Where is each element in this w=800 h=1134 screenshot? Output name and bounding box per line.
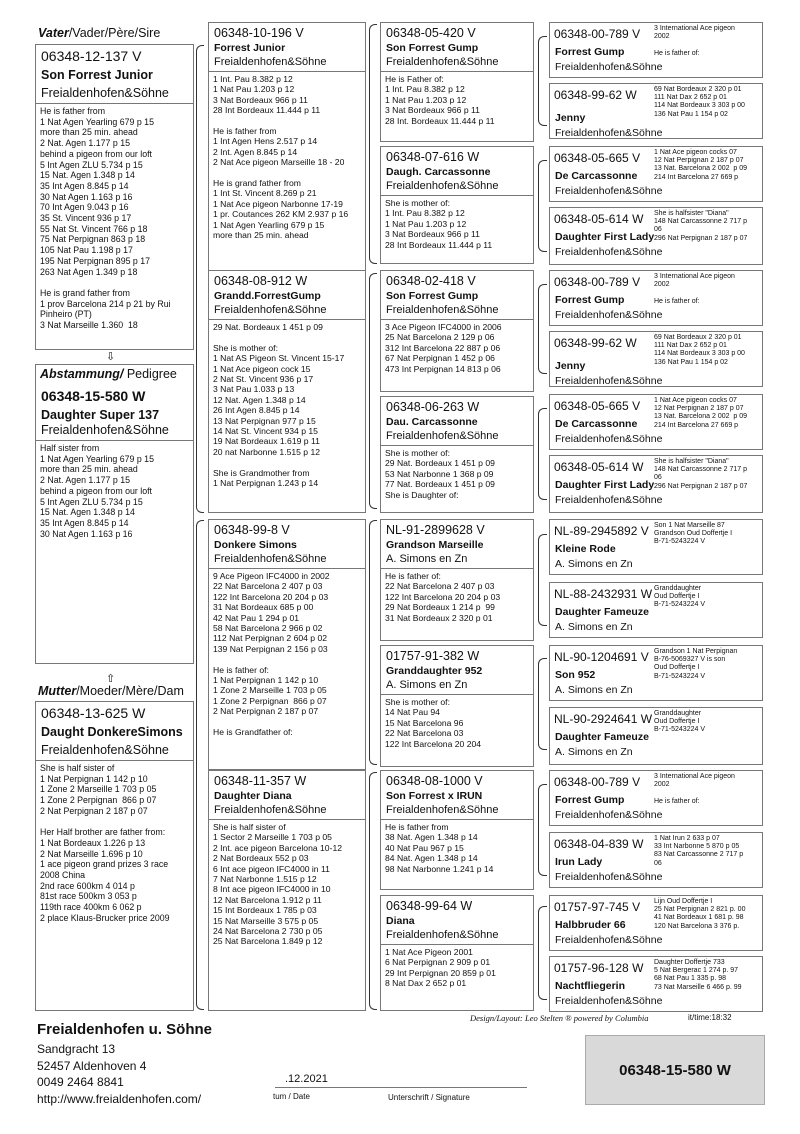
gen4-name: Forrest Gump	[555, 294, 625, 306]
gen4-card-16	[549, 956, 763, 1012]
gen3-ring: 06348-99-64 W	[386, 899, 473, 913]
gen3-loft: Freialdenhofen&Söhne	[386, 304, 499, 316]
gen4-note: Granddaughter Oud Doffertje I B-71-5243224 V	[654, 710, 705, 734]
gen3-name: Son Forrest x IRUN	[386, 790, 483, 802]
gen4-name: Jenny	[555, 112, 586, 124]
gen4-card-9	[549, 519, 763, 575]
gen4-name: Daughter First Lady	[555, 231, 655, 243]
date-label: tum / Date	[273, 1092, 310, 1101]
gen4-name: De Carcassonne	[555, 418, 638, 430]
gen3-2-bracket	[538, 160, 547, 252]
gen4-note: 1 Nat Irun 2 633 p 07 33 Int Narbonne 5 870 p 05 83 Nat Carcassonne 2 717 p 06	[654, 835, 744, 867]
dam-label: Mutter/Moeder/Mère/Dam	[38, 684, 184, 698]
gen3-text: He is Father of: 1 Int. Pau 8.382 p 12 1 Nat Pau 1.203 p 12 3 Nat Bordeaux 966 p 11 28 Int. Bordeaux 11.444 p 11	[385, 74, 495, 126]
gen4-name: Irun Lady	[555, 856, 603, 868]
gen3-name: Daugh. Carcassonne	[386, 166, 491, 178]
gen4-loft: A. Simons en Zn	[555, 621, 633, 633]
dam-name: Daught DonkereSimons	[41, 725, 183, 739]
gen4-loft: Freialdenhofen&Söhne	[555, 185, 663, 197]
address-phone: 0049 2464 8841	[37, 1075, 124, 1089]
gen2-2-bracket	[369, 273, 377, 509]
gen2-3-bracket	[369, 520, 377, 765]
gen4-loft: Freialdenhofen&Söhne	[555, 995, 663, 1007]
gen4-name: Halbbruder 66	[555, 919, 626, 931]
gen3-text: He is father of: 22 Nat Barcelona 2 407 p 03 122 Int Barcelona 20 204 p 03 29 Nat Bordeaux 1 214 p 99 31 Nat Bordeaux 2 320 p 01	[385, 571, 501, 623]
gen4-ring: 06348-00-789 V	[554, 275, 641, 289]
gen4-card-7	[549, 394, 763, 450]
gen3-name: Son Forrest Gump	[386, 42, 479, 54]
gen4-loft: Freialdenhofen&Söhne	[555, 246, 663, 258]
gen3-8-bracket	[538, 906, 547, 1000]
gen4-card-4	[549, 207, 763, 265]
gen2-card-1	[208, 22, 366, 292]
gen4-name: Daughter Fameuze	[555, 731, 649, 743]
gen3-text: She is mother of: 29 Nat. Bordeaux 1 451 p 09 53 Nat Narbonne 1 368 p 09 77 Nat. Bordeaux 1 451 p 09 She is Daughter of:	[385, 448, 495, 500]
signature-line	[275, 1087, 527, 1088]
gen4-note: 3 International Ace pigeon 2002 He is father of:	[654, 273, 735, 305]
date-value: .12.2021	[285, 1073, 328, 1085]
gen3-ring: 06348-02-418 V	[386, 274, 476, 288]
subject-text: Half sister from 1 Nat Agen Yearling 679 p 15 more than 25 min. ahead 2 Nat. Agen 1.177 p 15 behind a pigeon from our loft 5 Int Agen ZLU 5.734 p 15 15 Nat. Agen 1.348 p 14 35 Int Agen 8.845 p 14 30 Nat Agen 1.163 p 16	[40, 443, 154, 539]
gen4-note: 69 Nat Bordeaux 2 320 p 01 111 Nat Dax 2 652 p 01 114 Nat Bordeaux 3 303 p 00 136 Nat Pau 1 154 p 02	[654, 86, 745, 118]
gen2-text: 1 Int. Pau 8.382 p 12 1 Nat Pau 1.203 p 12 3 Nat Bordeaux 966 p 11 28 Int Bordeaux 11.444 p 11 He is father from 1 Int Agen Hens 2.517 p 14 2 Int. Agen 8.845 p 14 2 Nat Ace pigeon Marseille 18 - 20 He is grand father from 1 Int St. Vincent 8.269 p 21 1 Nat Ace pigeon Narbonne 17-19 1 pr. Coutances 262 KM 2.937 p 16 1 Nat Agen Yearling 679 p 15 more than 25 min. ahead	[213, 74, 349, 241]
company-name: Freialdenhofen u. Söhne	[37, 1021, 213, 1038]
gen3-text: 3 Ace Pigeon IFC4000 in 2006 25 Nat Barcelona 2 129 p 06 312 Int Barcelona 22 887 p 06 67 Nat Perpignan 1 452 p 06 473 Int Perpignan 14 813 p 06	[385, 322, 502, 374]
dam-card	[35, 701, 194, 1011]
gen2-text: She is half sister of 1 Sector 2 Marseille 1 703 p 05 2 Int. ace pigeon Barcelona 10-12 2 Nat Bordeaux 552 p 03 6 Int ace pigeon IFC4000 in 11 7 Nat Narbonne 1.515 p 12 8 Int ace pigeon IFC4000 in 10 12 Nat Barcelona 1.912 p 11 15 Int Bordeaux 1 785 p 03 15 Nat Marseille 3 575 p 05 24 Nat Barcelona 2 730 p 05 25 Nat Barcelona 1.849 p 12	[213, 822, 342, 947]
gen4-loft: A. Simons en Zn	[555, 746, 633, 758]
design-credit: Design/Layout: Leo Stelten ® powered by Columbia	[470, 1013, 649, 1023]
gen4-name: Son 952	[555, 669, 596, 681]
gen4-ring: 06348-00-789 V	[554, 775, 641, 789]
gen4-ring: NL-90-1204691 V	[554, 650, 649, 664]
ring-number-value: 06348-15-580 W	[619, 1061, 731, 1079]
gen4-name: Forrest Gump	[555, 46, 625, 58]
gen4-note: Granddaughter Oud Doffertje I B-71-5243224 V	[654, 585, 705, 609]
gen4-card-13	[549, 770, 763, 826]
gen3-card-5	[380, 519, 534, 641]
gen4-loft: A. Simons en Zn	[555, 558, 633, 570]
subject-ring: 06348-15-580 W	[41, 388, 146, 404]
gen4-note: 3 International Ace pigeon 2002 He is father of:	[654, 25, 735, 57]
gen2-ring: 06348-08-912 W	[214, 274, 308, 288]
gen2-ring: 06348-10-196 V	[214, 26, 304, 40]
gen4-name: Daughter First Lady	[555, 479, 655, 491]
gen4-ring: 06348-05-614 W	[554, 460, 644, 474]
gen4-name: De Carcassonne	[555, 170, 638, 182]
gen3-card-7	[380, 770, 534, 890]
gen3-card-6	[380, 645, 534, 767]
gen4-loft: Freialdenhofen&Söhne	[555, 309, 663, 321]
gen2-1-bracket	[369, 24, 377, 264]
gen4-note: 3 International Ace pigeon 2002 He is father of:	[654, 773, 735, 805]
gen4-name: Kleine Rode	[555, 543, 616, 555]
gen3-4-bracket	[538, 408, 547, 500]
arrow-up-icon: ⇧	[106, 673, 116, 685]
gen3-ring: 01757-91-382 W	[386, 649, 480, 663]
sire-loft: Freialdenhofen&Söhne	[41, 86, 169, 100]
gen2-text: 29 Nat. Bordeaux 1 451 p 09 She is mother of: 1 Nat AS Pigeon St. Vincent 15-17 1 Nat Ace pigeon cock 15 2 Nat St. Vincent 936 p 17 3 Nat Pau 1.033 p 13 12 Nat. Agen 1.348 p 14 26 Int Agen 8.845 p 14 13 Nat Perpignan 977 p 15 14 Nat St. Vincent 934 p 15 19 Nat Bordeaux 1.619 p 11 20 nat Narbonne 1.515 p 12 She is Grandmother from 1 Nat Perpignan 1.243 p 14	[213, 322, 345, 489]
subject-loft: Freialdenhofen&Söhne	[41, 423, 169, 437]
gen4-note: Grandson 1 Nat Perpignan B-76-5069327 V is son Oud Doffertje I B-71-5243224 V	[654, 648, 738, 680]
gen2-loft: Freialdenhofen&Söhne	[214, 56, 327, 68]
gen4-card-10	[549, 582, 763, 638]
gen4-ring: 06348-99-62 W	[554, 336, 637, 350]
gen3-name: Dau. Carcassonne	[386, 416, 478, 428]
gen4-ring: 01757-97-745 V	[554, 900, 641, 914]
gen3-name: Son Forrest Gump	[386, 290, 479, 302]
gen4-card-3	[549, 146, 763, 202]
gen3-ring: 06348-08-1000 V	[386, 774, 483, 788]
gen3-ring: 06348-07-616 W	[386, 150, 480, 164]
website-link[interactable]: http://www.freialdenhofen.com/	[37, 1091, 202, 1106]
gen4-ring: 06348-05-665 V	[554, 151, 641, 165]
gen4-card-8	[549, 455, 763, 513]
gen4-ring: 06348-00-789 V	[554, 27, 641, 41]
gen4-note: 1 Nat Ace pigeon cocks 07 12 Nat Perpignan 2 187 p 07 13 Nat. Barcelona 2 002 p 09 214 Int Barcelona 27 669 p	[654, 149, 748, 181]
gen3-6-bracket	[538, 658, 547, 750]
gen4-loft: A. Simons en Zn	[555, 684, 633, 696]
gen4-loft: Freialdenhofen&Söhne	[555, 934, 663, 946]
dam-parent-bracket	[196, 520, 204, 1010]
address-city: 52457 Aldenhoven 4	[37, 1058, 147, 1073]
gen3-7-bracket	[538, 784, 547, 876]
gen3-loft: Freialdenhofen&Söhne	[386, 430, 499, 442]
gen4-card-1	[549, 22, 763, 78]
gen3-loft: Freialdenhofen&Söhne	[386, 56, 499, 68]
gen4-ring: NL-90-2924641 W	[554, 712, 653, 726]
gen4-card-14	[549, 832, 763, 888]
gen3-text: He is father from 38 Nat. Agen 1.348 p 14 40 Nat Pau 967 p 15 84 Nat. Agen 1.348 p 14 98 Nat Narbonne 1.241 p 14	[385, 822, 494, 874]
gen3-ring: 06348-05-420 V	[386, 26, 476, 40]
gen4-card-5	[549, 270, 763, 326]
gen3-card-2	[380, 146, 534, 264]
arrow-down-icon: ⇩	[106, 351, 116, 363]
gen4-card-11	[549, 645, 763, 701]
gen4-loft: Freialdenhofen&Söhne	[555, 871, 663, 883]
gen4-note: She is halfsister "Diana" 148 Nat Carcassonne 2 717 p 06 296 Nat Perpignan 2 187 p 07	[654, 210, 748, 242]
gen4-loft: Freialdenhofen&Söhne	[555, 433, 663, 445]
gen4-name: Jenny	[555, 360, 586, 372]
gen3-1-bracket	[538, 36, 547, 126]
gen4-name: Forrest Gump	[555, 794, 625, 806]
gen4-ring: NL-89-2945892 V	[554, 524, 649, 538]
gen2-card-2	[208, 270, 366, 513]
gen2-name: Donkere Simons	[214, 539, 297, 551]
gen4-ring: 06348-04-839 W	[554, 837, 644, 851]
gen3-loft: Freialdenhofen&Söhne	[386, 180, 499, 192]
gen3-name: Granddaughter 952	[386, 665, 483, 677]
gen4-card-15	[549, 895, 763, 951]
gen3-3-bracket	[538, 284, 547, 374]
gen2-name: Daughter Diana	[214, 790, 292, 802]
subject-name: Daughter Super 137	[41, 408, 160, 422]
sire-parent-bracket	[196, 45, 204, 513]
sire-name: Son Forrest Junior	[41, 68, 153, 82]
gen3-ring: 06348-06-263 W	[386, 400, 480, 414]
gen3-card-1	[380, 22, 534, 142]
sire-text: He is father from 1 Nat Agen Yearling 679 p 15 more than 25 min. ahead 2 Nat. Agen 1.177 p 15 behind a pigeon from our loft 5 Int Agen ZLU 5.734 p 15 15 Nat. Agen 1.348 p 14 35 Int Agen 8.845 p 14 30 Nat Agen 1.163 p 16 70 Int Agen 9.043 p 16 35 St. Vincent 936 p 17 55 Nat St. Vincent 766 p 18 75 Nat Perpignan 863 p 18 105 Nat Pau 1.198 p 17 195 Nat Perpignan 895 p 17 263 Nat Agen 1.349 p 18 He is grand father from 1 prov Barcelona 214 p 21 by Rui Pinheiro (PT) 3 Nat Marseille 1.360 18	[40, 106, 171, 331]
address-street: Sandgracht 13	[37, 1042, 116, 1056]
gen3-text: She is mother of: 14 Nat Pau 94 15 Nat Barcelona 96 22 Nat Barcelona 03 122 Int Barcelona 20 204	[385, 697, 482, 749]
gen3-ring: NL-91-2899628 V	[386, 523, 485, 537]
gen4-note: She is halfsister "Diana" 148 Nat Carcassonne 2 717 p 06 296 Nat Perpignan 2 187 p 07	[654, 458, 748, 490]
gen2-loft: Freialdenhofen&Söhne	[214, 553, 327, 565]
gen4-card-2	[549, 83, 763, 139]
gen2-loft: Freialdenhofen&Söhne	[214, 804, 327, 816]
gen4-note: Son 1 Nat Marseille 87 Grandson Oud Doffertje I B-71-5243224 V	[654, 522, 733, 546]
gen4-card-12	[549, 707, 763, 765]
pedigree-label: Abstammung/ Pedigree	[40, 367, 177, 381]
gen3-text: She is mother of: 1 Int. Pau 8.382 p 12 1 Nat Pau 1.203 p 12 3 Nat Bordeaux 966 p 11 28 Int Bordeaux 11.444 p 11	[385, 198, 493, 250]
dam-loft: Freialdenhofen&Söhne	[41, 743, 169, 757]
ring-number-box	[585, 1035, 765, 1105]
subject-card	[35, 364, 194, 664]
gen4-card-6	[549, 331, 763, 387]
gen2-4-bracket	[369, 772, 377, 1010]
print-time: it/time:18:32	[688, 1013, 732, 1022]
gen2-card-3	[208, 519, 366, 770]
sire-card	[35, 44, 194, 350]
gen4-ring: NL-88-2432931 W	[554, 587, 653, 601]
gen3-name: Grandson Marseille	[386, 539, 484, 551]
gen4-name: Nachtfliegerin	[555, 980, 626, 992]
gen3-name: Diana	[386, 915, 415, 927]
sire-ring: 06348-12-137 V	[41, 48, 142, 64]
gen3-card-3	[380, 270, 534, 392]
gen3-5-bracket	[538, 534, 547, 626]
signature-label: Unterschrift / Signature	[388, 1093, 470, 1102]
gen3-card-8	[380, 895, 534, 1011]
gen4-ring: 06348-99-62 W	[554, 88, 637, 102]
gen4-ring: 01757-96-128 W	[554, 961, 644, 975]
gen2-name: Grandd.ForrestGump	[214, 290, 321, 302]
gen2-card-4	[208, 770, 366, 1011]
gen4-loft: Freialdenhofen&Söhne	[555, 809, 663, 821]
gen4-ring: 06348-05-614 W	[554, 212, 644, 226]
gen2-ring: 06348-99-8 V	[214, 523, 290, 537]
gen2-ring: 06348-11-357 W	[214, 774, 307, 788]
gen4-name: Daughter Fameuze	[555, 606, 649, 618]
company-address	[37, 1041, 201, 1107]
gen2-name: Forrest Junior	[214, 42, 286, 54]
gen2-text: 9 Ace Pigeon IFC4000 in 2002 22 Nat Barcelona 2 407 p 03 122 Int Barcelona 20 204 p 03 31 Nat Bordeaux 685 p 00 42 Nat Pau 1 294 p 01 58 Nat Barcelona 2 966 p 02 112 Nat Perpignan 2 604 p 02 139 Nat Perpignan 2 156 p 03 He is father of: 1 Nat Perpignan 1 142 p 10 1 Zone 2 Marseille 1 703 p 05 1 Zone 2 Perpignan 866 p 07 2 Nat Perpignan 2 187 p 07 He is Grandfather of:	[213, 571, 330, 738]
gen3-loft: A. Simons en Zn	[386, 553, 468, 565]
gen3-loft: A. Simons en Zn	[386, 679, 468, 691]
gen2-loft: Freialdenhofen&Söhne	[214, 304, 327, 316]
gen3-loft: Freialdenhofen&Söhne	[386, 804, 499, 816]
gen4-note: Lijn Oud Doffertje I 25 Nat Perpignan 2 821 p. 00 41 Nat Bordeaux 1 681 p. 98 120 Nat Barcelona 3 376 p.	[654, 898, 746, 930]
gen3-loft: Freialdenhofen&Söhne	[386, 929, 499, 941]
gen4-ring: 06348-05-665 V	[554, 399, 641, 413]
gen4-note: 69 Nat Bordeaux 2 320 p 01 111 Nat Dax 2 652 p 01 114 Nat Bordeaux 3 303 p 00 136 Nat Pau 1 154 p 02	[654, 334, 745, 366]
gen4-loft: Freialdenhofen&Söhne	[555, 375, 663, 387]
gen4-note: Daughter Doffertje 733 5 Nat Bergerac 1 274 p. 97 68 Nat Pau 1 335 p. 98 73 Nat Marseille 6 466 p. 99	[654, 959, 742, 991]
dam-ring: 06348-13-625 W	[41, 705, 146, 721]
gen4-note: 1 Nat Ace pigeon cocks 07 12 Nat Perpignan 2 187 p 07 13 Nat. Barcelona 2 002 p 09 214 Int Barcelona 27 669 p	[654, 397, 748, 429]
gen3-text: 1 Nat Ace Pigeon 2001 6 Nat Perpignan 2 909 p 01 29 Int Perpignan 20 859 p 01 8 Nat Dax 2 652 p 01	[385, 947, 496, 989]
gen4-loft: Freialdenhofen&Söhne	[555, 494, 663, 506]
gen4-loft: Freialdenhofen&Söhne	[555, 61, 663, 73]
sire-label: Vater/Vader/Père/Sire	[38, 26, 161, 40]
gen4-loft: Freialdenhofen&Söhne	[555, 127, 663, 139]
gen3-card-4	[380, 396, 534, 513]
dam-text: She is half sister of 1 Nat Perpignan 1 142 p 10 1 Zone 2 Marseille 1 703 p 05 1 Zone 2 Perpignan 866 p 07 2 Nat Perpignan 2 187 p 07 Her Half brother are father from: 1 Nat Bordeaux 1.226 p 13 2 Nat Marseille 1.696 p 10 1 ace pigeon grand prizes 3 race 2008 China 2nd race 600km 4 014 p 81st race 500km 3 053 p 119th race 400km 6 062 p 2 place Klaus-Brucker price 2009	[40, 763, 170, 923]
